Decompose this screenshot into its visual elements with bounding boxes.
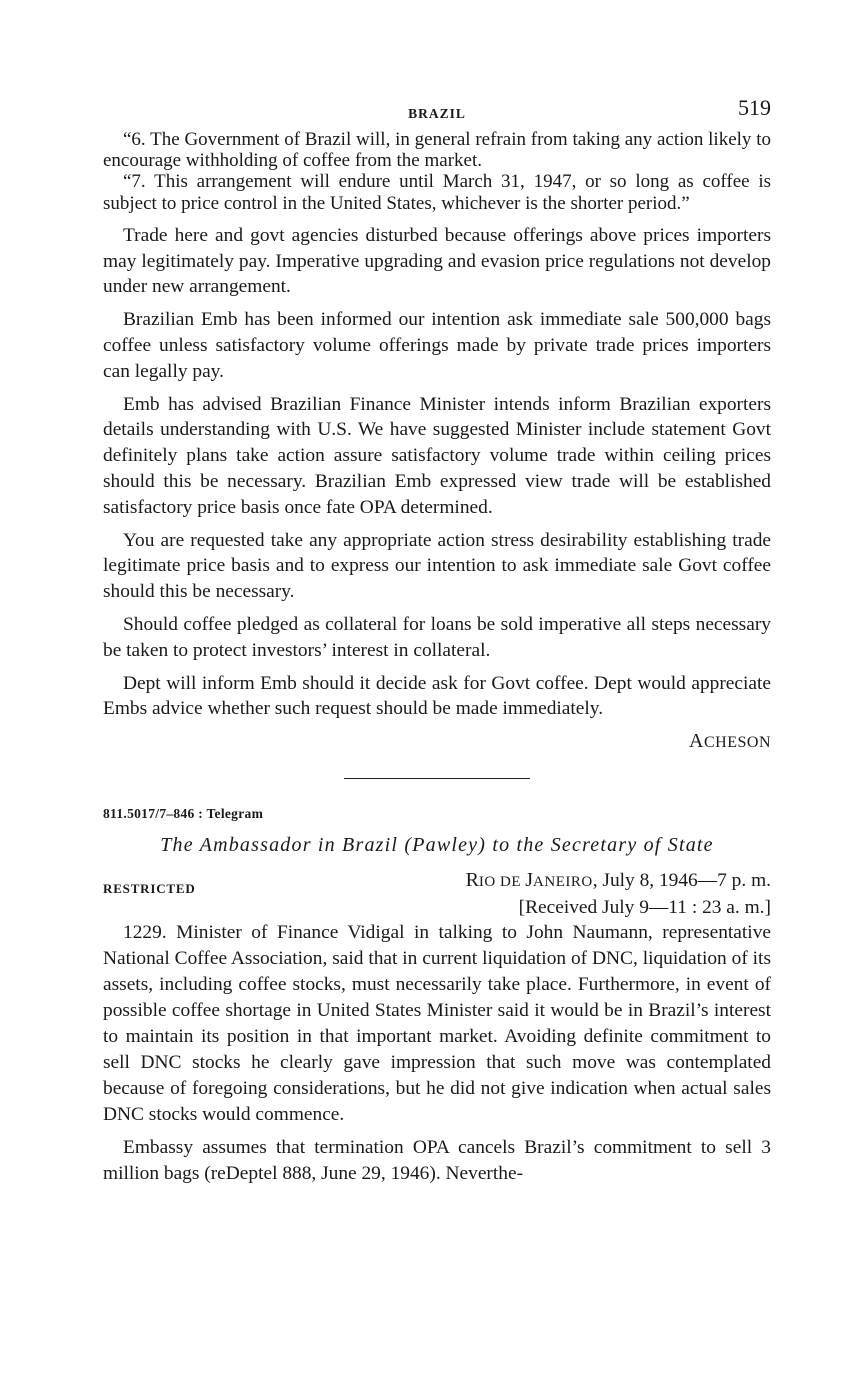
telegram-header [103, 868, 771, 920]
city-initial-r: R [465, 868, 479, 891]
running-head [103, 95, 771, 129]
document-title: The Ambassador in Brazil (Pawley) to the Secretary of State [160, 833, 714, 856]
dateline [466, 868, 771, 921]
telegram-body [103, 920, 771, 1187]
page-number: 519 [738, 95, 771, 120]
running-title: BRAZIL [408, 106, 466, 121]
dateline-received: [Received July 9—11 : 23 a. m.] [518, 897, 771, 919]
paragraph: Emb has advised Brazilian Finance Minister intends inform Brazilian exporters details understanding with U.S. We have suggested Minister include statement Govt definitely plans take action assure satisfactory volume trade within ceiling prices should this be necessary. Brazilian Emb expressed view trade will be established satisfactory price basis once fate OPA determined. [103, 393, 771, 518]
paragraph: You are requested take any appropriate action stress desirability establishing trade legitimate price basis and to express our intention to ask immediate sale Govt coffee should this be necessary. [103, 529, 771, 603]
paragraph: Should coffee pledged as collateral for loans be sold imperative all steps necessary be taken to protect investors’ interest in collateral. [103, 613, 771, 661]
paragraph: Trade here and govt agencies disturbed because offerings above prices importers may legitimately pay. Imperative upgrading and evasion price regulations not develop under new arrangement. [103, 224, 771, 298]
quoted-terms [103, 129, 771, 214]
signature-rest: CHESON [703, 734, 771, 752]
city-part-io: IO DE [478, 873, 526, 890]
section-divider [344, 778, 530, 779]
paragraph: Dept will inform Emb should it decide ask for Govt coffee. Dept would appreciate Embs advice whether such request should be made immediately. [103, 672, 771, 720]
telegram-paragraph: Embassy assumes that termination OPA cancels Brazil’s commitment to sell 3 million bags (reDeptel 888, June 29, 1946). Neverthe- [103, 1136, 771, 1184]
file-reference: 811.5017/7–846 : Telegram [103, 805, 264, 821]
signature-initial: A [689, 730, 704, 753]
city-initial-j: J [525, 868, 534, 891]
telegram-paragraph: 1229. Minister of Finance Vidigal in talking to John Naumann, representative National Coffee Association, said that in current liquidation of DNC, liquidation of its assets, including coffee stocks, must necessarily take place. Furthermore, in event of possible coffee shortage in United States Minister said it would be in Brazil’s interest to maintain its position in that important market. Avoiding definite commitment to sell DNC stocks he clearly gave impression that such move was contemplated because of foregoing considerations, but he did not give indication when actual sales DNC stocks would commence. [103, 921, 771, 1125]
classification-label: RESTRICTED [103, 880, 196, 896]
signature [103, 729, 771, 756]
city-part-aneiro: ANEIRO [533, 873, 593, 890]
dateline-sent [466, 868, 771, 896]
quoted-term-7: “7. This arrangement will endure until March 31, 1947, or so long as coffee is subject to price control in the United States, whichever is the shorter period.” [103, 171, 771, 214]
dateline-date: , July 8, 1946—7 p. m. [592, 869, 771, 891]
document-page [103, 95, 771, 1187]
body-text [103, 223, 771, 722]
paragraph: Brazilian Emb has been informed our intention ask immediate sale 500,000 bags coffee unless satisfactory volume offerings made by private trade prices importers can legally pay. [103, 309, 771, 382]
quoted-term-6: “6. The Government of Brazil will, in general refrain from taking any action likely to encourage withholding of coffee from the market. [103, 129, 771, 172]
